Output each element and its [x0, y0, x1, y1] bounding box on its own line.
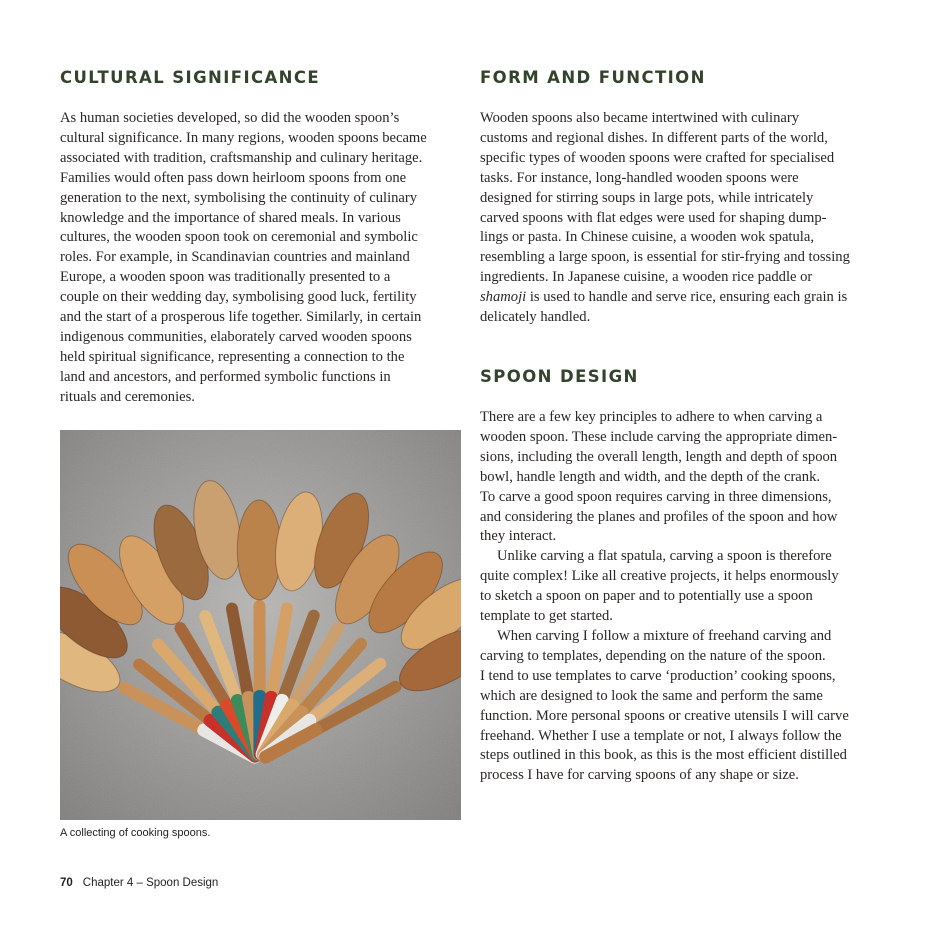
- text-line: cultural significance. In many regions, wooden spoons became: [60, 129, 427, 146]
- text-line: There are a few key principles to adhere to when carving a: [480, 409, 823, 425]
- text-line: Families would often pass down heirloom spoons from one: [60, 169, 407, 186]
- text-fragment: is used to handle and serve rice, ensuring each grain is: [526, 289, 848, 306]
- text-line: [480, 288, 890, 308]
- section-heading: FORM AND FUNCTION: [480, 68, 706, 87]
- text-line: roles. For example, in Scandinavian countries and mainland: [60, 249, 410, 266]
- page-number: 70: [60, 877, 73, 889]
- text-line: generation to the next, symbolising the continuity of culinary: [60, 189, 418, 206]
- text-line: As human societies developed, so did the wooden spoon’s: [60, 110, 400, 126]
- text-line: To carve a good spoon requires carving in three dimensions,: [480, 488, 832, 505]
- text-line: process I have for carving spoons of any shape or size.: [480, 767, 799, 784]
- text-line: and considering the planes and profiles of the spoon and how: [480, 508, 838, 525]
- text-line: lings or pasta. In Chinese cuisine, a wooden wok spatula,: [480, 229, 814, 246]
- page-footer: [60, 877, 218, 889]
- chapter-title: Chapter 4 – Spoon Design: [82, 877, 219, 889]
- text-line: quite complex! Like all creative projects, it helps enormously: [480, 568, 839, 585]
- text-line: to sketch a spoon on paper and to potentially use a spoon: [480, 588, 813, 605]
- text-line: they interact.: [480, 528, 557, 545]
- section-body: [480, 109, 890, 328]
- text-line: Wooden spoons also became intertwined with culinary: [480, 110, 799, 126]
- text-line: customs and regional dishes. In different parts of the world,: [480, 129, 828, 146]
- text-line: ingredients. In Japanese cuisine, a wooden rice paddle or: [480, 269, 813, 286]
- text-line: steps outlined in this book, as this is the most efficient distilled: [480, 747, 847, 764]
- spoons-photo: [60, 430, 461, 820]
- text-line: associated with tradition, craftsmanship and culinary heritage.: [60, 149, 423, 166]
- text-line: Europe, a wooden spoon was traditionally presented to a: [60, 269, 391, 286]
- section-heading: CULTURAL SIGNIFICANCE: [60, 68, 321, 87]
- text-line: carving to templates, depending on the nature of the spoon.: [480, 647, 826, 664]
- section-body: [480, 408, 890, 786]
- text-line: carved spoons with flat edges were used for shaping dump-: [480, 209, 827, 226]
- text-line: held spiritual significance, representing a connection to the: [60, 348, 405, 365]
- section-body: [60, 109, 470, 408]
- text-line: I tend to use templates to carve ‘production’ cooking spoons,: [480, 667, 836, 684]
- italic-term: shamoji: [480, 289, 527, 306]
- text-line: resembling a large spoon, is essential for stir-frying and tossing: [480, 249, 850, 266]
- text-line: which are designed to look the same and perform the same: [480, 687, 823, 704]
- text-line: land and ancestors, and performed symbolic functions in: [60, 368, 391, 385]
- section-heading: SPOON DESIGN: [480, 367, 639, 386]
- text-line: function. More personal spoons or creative utensils I will carve: [480, 707, 849, 724]
- text-line: tasks. For instance, long-handled wooden spoons were: [480, 169, 799, 186]
- section-spoon-design: [480, 364, 890, 786]
- text-line: designed for stirring soups in large pots, while intricately: [480, 189, 814, 206]
- text-line: delicately handled.: [480, 309, 591, 326]
- text-line: sions, including the overall length, length and depth of spoon: [480, 448, 838, 465]
- text-line: couple on their wedding day, symbolising good luck, fertility: [60, 289, 417, 306]
- text-line: indigenous communities, elaborately carved wooden spoons: [60, 328, 412, 345]
- text-line: template to get started.: [480, 608, 613, 625]
- text-line: cultures, the wooden spoon took on ceremonial and symbolic: [60, 229, 418, 246]
- text-line: When carving I follow a mixture of freehand carving and: [497, 627, 832, 644]
- text-line: bowl, handle length and width, and the depth of the crank.: [480, 468, 821, 485]
- text-line: wooden spoon. These include carving the appropriate dimen-: [480, 428, 838, 445]
- photo-caption: A collecting of cooking spoons.: [60, 827, 211, 839]
- text-line: Unlike carving a flat spatula, carving a spoon is therefore: [497, 548, 832, 565]
- text-line: rituals and ceremonies.: [60, 388, 195, 405]
- text-line: knowledge and the importance of shared meals. In various: [60, 209, 401, 226]
- text-line: freehand. Whether I use a template or not, I always follow the: [480, 727, 842, 744]
- text-line: specific types of wooden spoons were crafted for specialised: [480, 149, 835, 166]
- text-line: and the start of a prosperous life together. Similarly, in certain: [60, 309, 422, 326]
- section-cultural-significance: [60, 65, 470, 408]
- section-form-and-function: [480, 65, 890, 328]
